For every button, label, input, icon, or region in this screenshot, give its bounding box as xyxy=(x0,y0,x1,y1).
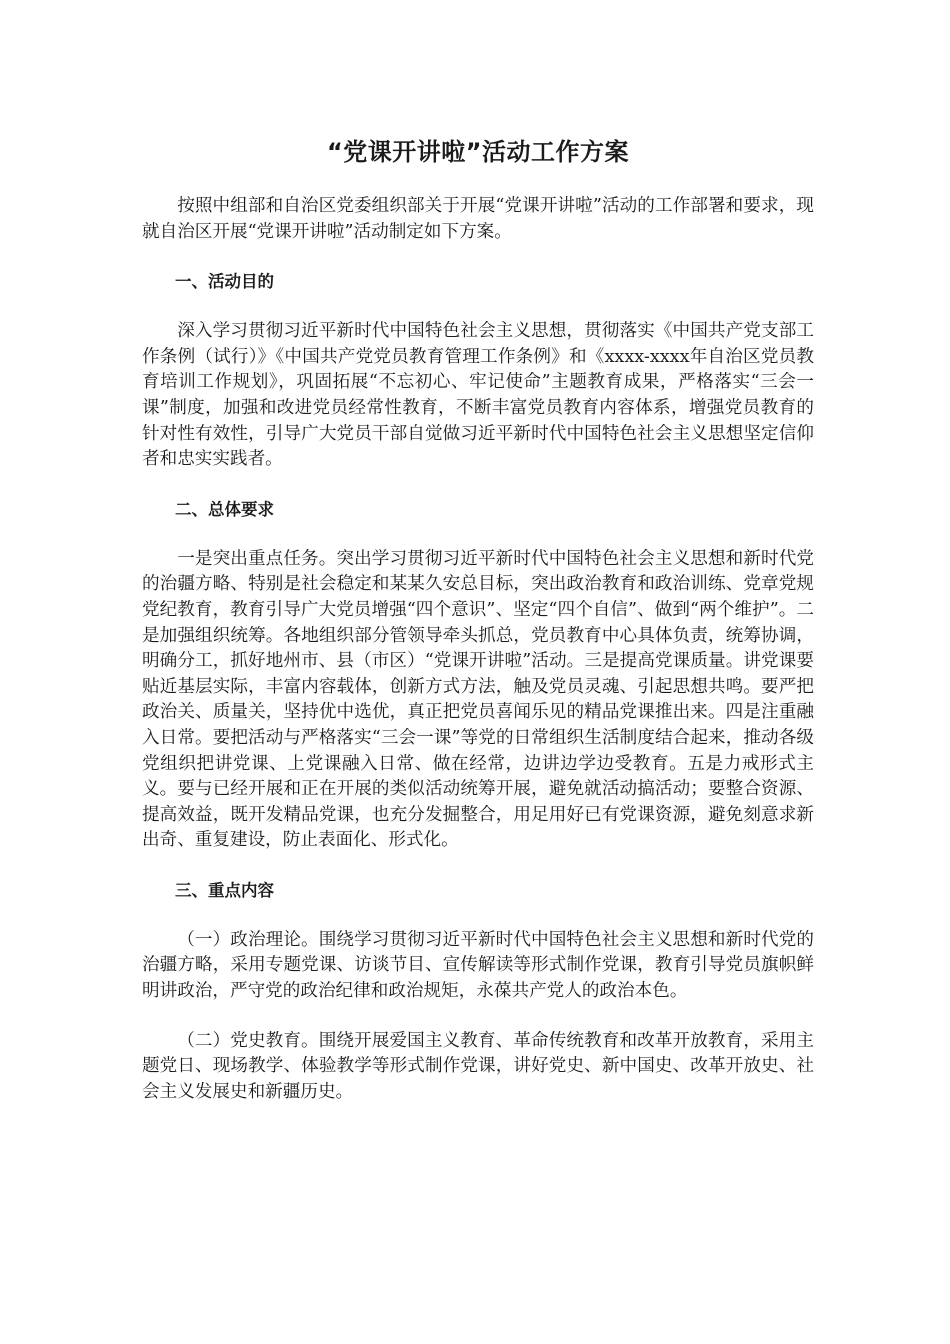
section-heading-purpose: 一、活动目的 xyxy=(175,272,274,292)
section-heading-requirements: 二、总体要求 xyxy=(175,499,274,519)
intro-paragraph: 按照中组部和自治区党委组织部关于开展“党课开讲啦”活动的工作部署和要求，现就自治区开展“党课开讲啦”活动制定如下方案。 xyxy=(142,196,814,242)
document-title: “党课开讲啦”活动工作方案 xyxy=(326,138,630,166)
key-content-political-theory-paragraph: （一）政治理论。围绕学习贯彻习近平新时代中国特色社会主义思想和新时代党的治疆方略，采用专题党课、访谈节目、宣传解读等形式制作党课，教育引导党员旗帜鲜明讲政治，严守党的政治纪律和政治规矩，永葆共产党人的政治本色。 xyxy=(142,929,814,1002)
section-heading-key-content: 三、重点内容 xyxy=(175,880,274,900)
section-requirements-paragraph: 一是突出重点任务。突出学习贯彻习近平新时代中国特色社会主义思想和新时代党的治疆方略、特别是社会稳定和某某久安总目标，突出政治教育和政治训练、党章党规党纪教育，教育引导广大党员增强“四个意识”、坚定“四个自信”、做到“两个维护”。二是加强组织统筹。各地组织部分管领导牵头抓总，党员教育中心具体负责，统筹协调，明确分工，抓好地州市、县（市区）“党课开讲啦”活动。三是提高党课质量。讲党课要贴近基层实际，丰富内容载体，创新方式方法，触及党员灵魂、引起思想共鸣。要严把政治关、质量关，坚持优中选优，真正把党员喜闻乐见的精品党课推出来。四是注重融入日常。要把活动与严格落实“三会一课”等党的日常组织生活制度结合起来，推动各级党组织把讲党课、上党课融入日常、做在经常，边讲边学边受教育。五是力戒形式主义。要与已经开展和正在开展的类似活动统筹开展，避免就活动搞活动；要整合资源、提高效益，既开发精品党课，也充分发掘整合，用足用好已有党课资源，避免刻意求新出奇、重复建设，防止表面化、形式化。 xyxy=(142,548,814,851)
key-content-party-history-paragraph: （二）党史教育。围绕开展爱国主义教育、革命传统教育和改革开放教育，采用主题党日、现场教学、体验教学等形式制作党课，讲好党史、新中国史、改革开放史、社会主义发展史和新疆历史。 xyxy=(142,1030,814,1102)
section-purpose-paragraph: 深入学习贯彻习近平新时代中国特色社会主义思想，贯彻落实《中国共产党支部工作条例（试行）》《中国共产党党员教育管理工作条例》和《xxxx-xxxx年自治区党员教育培训工作规划》，巩固拓展“不忘初心、牢记使命”主题教育成果，严格落实“三会一课”制度，加强和改进党员经常性教育，不断丰富党员教育内容体系，增强党员教育的针对性有效性，引导广大党员干部自觉做习近平新时代中国特色社会主义思想坚定信仰者和忠实实践者。 xyxy=(142,321,814,470)
document-page xyxy=(142,132,814,1129)
